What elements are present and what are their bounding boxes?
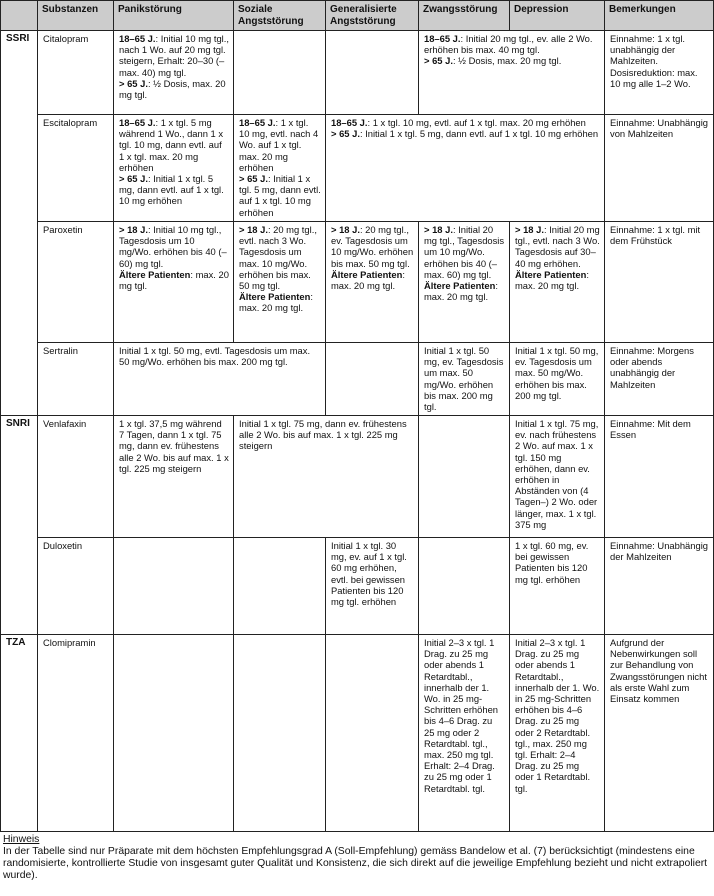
group-label-tza: TZA bbox=[1, 635, 38, 832]
header-cell-panik: Panikstörung bbox=[114, 1, 234, 31]
cell-text: : max. 20 mg tgl. bbox=[424, 280, 498, 303]
header-cell-sozial: Soziale Angststörung bbox=[234, 1, 326, 31]
cell-bold-label: 18–65 J. bbox=[239, 117, 276, 128]
cell-bold-label: Ältere Patienten bbox=[239, 291, 311, 303]
cell-panik bbox=[114, 31, 234, 115]
header-cell-substanzen: Substanzen bbox=[38, 1, 114, 31]
substance-name: Duloxetin bbox=[38, 538, 114, 635]
cell-text: : Initial 10 mg tgl., nach 1 Wo. auf 20 mg tgl. steigern, Erhalt: 20–30 (–max. 40) mg tgl. bbox=[119, 33, 229, 78]
cell-text: : Initial 1 x tgl. 5 mg, dann evtl. auf 1 x tgl. 10 mg erhöhen bbox=[359, 128, 599, 140]
cell-sozial bbox=[234, 222, 326, 343]
cell-bemerkungen: Einnahme: Unabhängig der Mahlzeiten bbox=[605, 538, 714, 635]
cell-text: : max. 20 mg tgl. bbox=[119, 268, 229, 292]
substance-name: Citalopram bbox=[38, 31, 114, 115]
table-row-escitalopram bbox=[1, 115, 714, 222]
cell-depression bbox=[510, 222, 605, 343]
cell-zwang bbox=[419, 538, 510, 635]
cell-bold-label: Ältere Patienten bbox=[119, 268, 191, 280]
footnote-text: In der Tabelle sind nur Präparate mit dem höchsten Empfehlungsgrad A (Soll-Empfehlung) gemäss Bandelow et al. (7) berücksichtigt (mindestens eine randomisierte, kontrollierte Studie von insgesamt guter Qualität und Konsistenz, die sich direkt auf die jeweilige Empfehlung bezieht und nicht extrapoliert wurde). bbox=[3, 846, 708, 881]
header-row bbox=[1, 1, 714, 31]
cell-depression: Initial 2–3 x tgl. 1 Drag. zu 25 mg oder abends 1 Retardtabl., innerhalb der 1. Wo. in 25 mg-Schritten erhöhen bis 4–6 Drag. zu 25 mg oder 2 Retardtabl. tgl., max. 250 mg tgl. Erhalt: 2–4 Drag. zu 25 mg oder 1 Retardtabl. tgl. bbox=[510, 635, 605, 832]
cell-text: : ½ Dosis, max. 20 mg tgl. bbox=[452, 55, 562, 67]
cell-text: : Initial 20 mg tgl., evtl. nach 3 Wo. Tagesdosis auf 30–40 mg erhöhen. bbox=[515, 224, 600, 269]
cell-zwang bbox=[419, 416, 510, 538]
cell-gad bbox=[326, 343, 419, 416]
substance-name: Paroxetin bbox=[38, 222, 114, 343]
group-label-ssri: SSRI bbox=[1, 31, 38, 416]
cell-zwang bbox=[419, 222, 510, 343]
cell-bold-label: > 65 J. bbox=[119, 77, 148, 89]
cell-bold-label: 18–65 J. bbox=[119, 33, 156, 44]
cell-bold-label: > 18 J. bbox=[331, 224, 360, 235]
substance-name: Venlafaxin bbox=[38, 416, 114, 538]
cell-text: : Initial 1 x tgl. 5 mg, dann evtl. auf 1 x tgl. 10 mg erhöhen bbox=[239, 173, 321, 218]
cell-bemerkungen: Einnahme: Mit dem Essen bbox=[605, 416, 714, 538]
cell-depression: 1 x tgl. 60 mg, ev. bei gewissen Patienten bis 120 mg tgl. erhöhen bbox=[510, 538, 605, 635]
cell-gad-zwang-depression bbox=[326, 115, 605, 222]
table-row-clomipramin bbox=[1, 635, 714, 832]
table-row-paroxetin bbox=[1, 222, 714, 343]
substance-name: Sertralin bbox=[38, 343, 114, 416]
cell-gad: Initial 1 x tgl. 30 mg, ev. auf 1 x tgl. 60 mg erhöhen, evtl. bei gewissen Patienten bis 120 mg tgl. erhöhen bbox=[326, 538, 419, 635]
cell-gad bbox=[326, 31, 419, 115]
cell-text: : 20 mg tgl., evtl. nach 3 Wo. Tagesdosis um max. 10 mg/Wo. erhöhen bis max. 50 mg tgl. bbox=[239, 224, 317, 292]
cell-text: : 1 x tgl. 10 mg, evtl. nach 4 Wo. auf 1 x tgl. max. 20 mg erhöhen bbox=[239, 117, 319, 173]
cell-bemerkungen: Einnahme: Unabhängig von Mahlzeiten bbox=[605, 115, 714, 222]
cell-text: : ½ Dosis, max. 20 mg tgl. bbox=[119, 77, 226, 101]
table-row-venlafaxin bbox=[1, 416, 714, 538]
cell-zwang: Initial 2–3 x tgl. 1 Drag. zu 25 mg oder abends 1 Retardtabl., innerhalb der 1. Wo. in 25 mg-Schritten erhöhen bis 4–6 Drag. zu 25 mg oder 2 Retardtabl. tgl., max. 250 mg tgl. Erhalt: 2–4 Drag. zu 25 mg oder 1 Retardtabl. tgl. bbox=[419, 635, 510, 832]
cell-text: : 1 x tgl. 10 mg, evtl. auf 1 x tgl. max. 20 mg erhöhen bbox=[367, 117, 586, 128]
cell-gad bbox=[326, 222, 419, 343]
cell-bold-label: > 18 J. bbox=[424, 224, 453, 235]
cell-bemerkungen: Einnahme: Morgens oder abends unabhängig der Mahlzeiten bbox=[605, 343, 714, 416]
cell-bold-label: > 18 J. bbox=[239, 224, 268, 235]
cell-depression: Initial 1 x tgl. 75 mg, ev. nach frühestens 2 Wo. auf max. 1 x tgl. 150 mg erhöhen, dann ev. erhöhen in Abständen von (4 Tagen–) 2 Wo. oder länger, max. 1 x tgl. 375 mg bbox=[510, 416, 605, 538]
cell-panik-sozial: Initial 1 x tgl. 50 mg, evtl. Tagesdosis um max. 50 mg/Wo. erhöhen bis max. 200 mg tgl. bbox=[114, 343, 326, 416]
cell-bold-label: > 65 J. bbox=[424, 55, 453, 67]
cell-text: : max. 20 mg tgl. bbox=[239, 291, 313, 314]
cell-bold-label: > 65 J. bbox=[239, 173, 268, 185]
cell-bemerkungen: Einnahme: 1 x tgl. mit dem Frühstück bbox=[605, 222, 714, 343]
cell-bold-label: > 65 J. bbox=[331, 128, 360, 140]
cell-bold-label: Ältere Patienten bbox=[515, 268, 587, 280]
cell-sozial bbox=[234, 538, 326, 635]
footnote bbox=[3, 834, 711, 882]
cell-text: : max. 20 mg tgl. bbox=[515, 268, 589, 292]
cell-text: : 20 mg tgl., ev. Tagesdosis um 10 mg/Wo. erhöhen bis max. 50 mg tgl. bbox=[331, 224, 414, 269]
cell-bold-label: > 18 J. bbox=[119, 224, 148, 235]
cell-sozial bbox=[234, 115, 326, 222]
cell-sozial bbox=[234, 31, 326, 115]
cell-panik: 1 x tgl. 37,5 mg während 7 Tagen, dann 1 x tgl. 75 mg, dann ev. frühestens alle 2 Wo. bis auf max. 1 x tgl. 225 mg steigern bbox=[114, 416, 234, 538]
cell-bold-label: 18–65 J. bbox=[119, 117, 156, 128]
cell-text: : Initial 1 x tgl. 5 mg, dann evtl. auf 1 x tgl. 10 mg erhöhen bbox=[119, 173, 224, 207]
header-cell-group bbox=[1, 1, 38, 31]
header-cell-bemerkungen: Bemerkungen bbox=[605, 1, 714, 31]
cell-panik bbox=[114, 538, 234, 635]
substance-name: Clomipramin bbox=[38, 635, 114, 832]
table-row-citalopram bbox=[1, 31, 714, 115]
group-label-snri: SNRI bbox=[1, 416, 38, 635]
cell-bold-label: > 65 J. bbox=[119, 173, 148, 185]
cell-bemerkungen: Aufgrund der Nebenwirkungen soll zur Behandlung von Zwangsstörungen nicht als erste Wahl zum Einsatz kommen bbox=[605, 635, 714, 832]
cell-bold-label: 18–65 J. bbox=[331, 117, 368, 128]
cell-bold-label: Ältere Patienten bbox=[331, 268, 403, 280]
cell-text: : Initial 20 mg tgl., ev. alle 2 Wo. erhöhen bis max. 40 mg tgl. bbox=[424, 33, 593, 56]
cell-gad bbox=[326, 635, 419, 832]
cell-text: : Initial 20 mg tgl., Tagesdosis um 10 mg/Wo. erhöhen bis 40 (–max. 60) mg tgl. bbox=[424, 224, 505, 280]
cell-bold-label: > 18 J. bbox=[515, 224, 544, 235]
header-cell-depression: Depression bbox=[510, 1, 605, 31]
header-cell-zwang: Zwangsstörung bbox=[419, 1, 510, 31]
cell-zwang: Initial 1 x tgl. 50 mg, ev. Tagesdosis um max. 50 mg/Wo. erhöhen bis max. 200 mg tgl. bbox=[419, 343, 510, 416]
cell-bold-label: 18–65 J. bbox=[424, 33, 461, 44]
header-cell-gad: Generalisierte Angststörung bbox=[326, 1, 419, 31]
cell-zwang-depression bbox=[419, 31, 605, 115]
cell-sozial bbox=[234, 635, 326, 832]
cell-panik bbox=[114, 115, 234, 222]
cell-text: : 1 x tgl. 5 mg während 1 Wo., dann 1 x tgl. 10 mg, dann evtl. auf 1 x tgl. max. 20 mg erhöhen bbox=[119, 117, 224, 173]
cell-text: : Initial 10 mg tgl., Tagesdosis um 10 mg/Wo. erhöhen bis 40 (– 60) mg tgl. bbox=[119, 224, 227, 269]
cell-depression: Initial 1 x tgl. 50 mg, ev. Tagesdosis um max. 50 mg/Wo. erhöhen bis max. 200 mg tgl. bbox=[510, 343, 605, 416]
table-row-sertralin bbox=[1, 343, 714, 416]
cell-panik bbox=[114, 222, 234, 343]
cell-sozial-gad: Initial 1 x tgl. 75 mg, dann ev. frühestens alle 2 Wo. bis auf max. 1 x tgl. 225 mg steigern bbox=[234, 416, 419, 538]
footnote-title: Hinweis bbox=[3, 834, 40, 845]
cell-panik bbox=[114, 635, 234, 832]
cell-bold-label: Ältere Patienten bbox=[424, 280, 496, 292]
cell-text: : max. 20 mg tgl. bbox=[331, 268, 405, 292]
table-row-duloxetin bbox=[1, 538, 714, 635]
substance-name: Escitalopram bbox=[38, 115, 114, 222]
cell-bemerkungen: Einnahme: 1 x tgl. unabhängig der Mahlzeiten. Dosisreduktion: max. 10 mg alle 1–2 Wo. bbox=[605, 31, 714, 115]
